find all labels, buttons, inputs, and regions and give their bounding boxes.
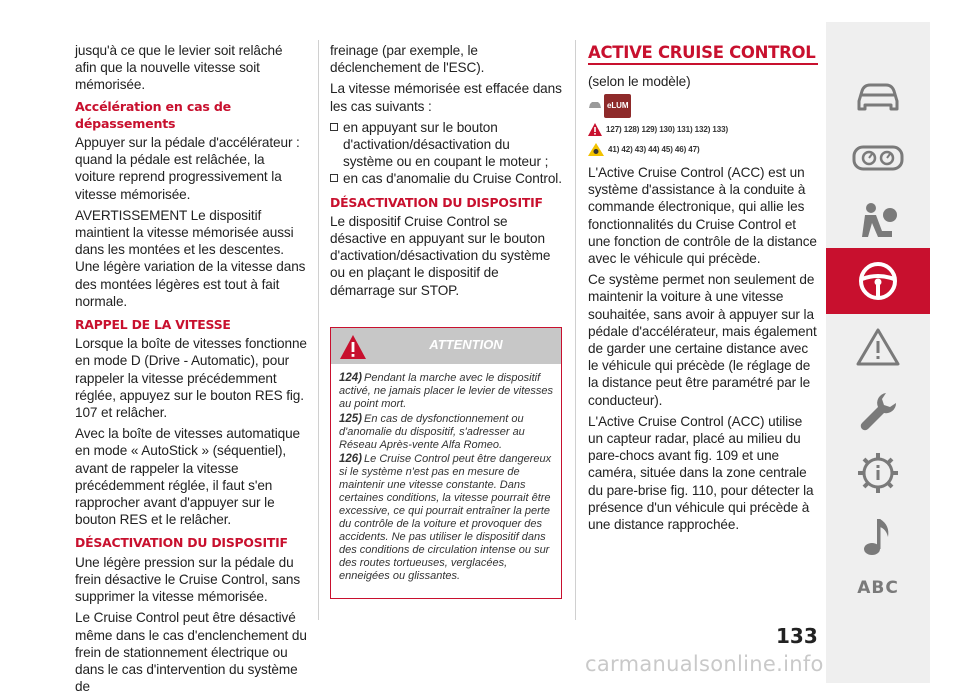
bullet-item: en cas d'anomalie du Cruise Control.: [330, 170, 562, 187]
paragraph: Appuyer sur la pédale d'accélérateur : quand la pédale est relâchée, la voiture reprend progressivement la vitesse mémorisée.: [75, 135, 300, 202]
airbag-passenger-icon: [856, 201, 900, 241]
steering-wheel-icon: [857, 260, 899, 302]
warning-triangle-icon: [855, 327, 901, 367]
paragraph: Lorsque la boîte de vitesses fonctionne en mode D (Drive - Automatic), pour rappeler la vitesse précédemment réglée, appuyez sur le bouton RES fig. 107 et relâcher.: [75, 336, 307, 421]
heading-rappel-vitesse: RAPPEL DE LA VITESSE: [75, 317, 231, 333]
section-title: ACTIVE CRUISE CONTROL: [588, 43, 816, 62]
heading-desactivation: DÉSACTIVATION DU DISPOSITIF: [330, 194, 543, 210]
sidebar-item-warnings[interactable]: [826, 316, 930, 378]
title-underline: [588, 63, 818, 65]
paragraph: L'Active Cruise Control (ACC) utilise un capteur radar, placé au milieu du pare-chocs avant fig. 109 et une caméra, située dans la zone centrale du pare-brise fig. 110, pour détecter la présence d'un véhicule qui précède à une distance rapprochée.: [588, 413, 814, 533]
paragraph: freinage (par exemple, le déclenchement de l'ESC).: [330, 43, 485, 76]
paragraph: L'Active Cruise Control (ACC) est un système d'assistance à la conduite à commande électronique, qui allie les fonctionnalités du Cruise Control et une fonction de contrôle de la distance avec le véhicule qui précède.: [588, 165, 817, 267]
subtitle: (selon le modèle): [588, 74, 691, 90]
checkbox-bullet-icon: [330, 123, 338, 131]
index-abc-label: ABC: [857, 578, 899, 598]
sidebar-item-dashboard[interactable]: [826, 128, 930, 188]
chapter-sidebar: [826, 22, 930, 683]
checkbox-bullet-icon: [330, 174, 338, 182]
column-2: [330, 42, 562, 303]
warning-body: [331, 364, 561, 583]
column-1: [75, 42, 307, 699]
note-hand-icon: [588, 143, 604, 156]
warning-title: ATTENTION: [429, 337, 503, 352]
watermark: carmanualsonline.info: [585, 652, 824, 676]
sidebar-item-emergency[interactable]: [826, 380, 930, 442]
paragraph: Le Cruise Control peut être désactivé même dans le cas d'enclenchement du frein de stationnement électrique ou dans le cas d'intervention du système de: [75, 610, 307, 695]
wrench-icon: [856, 389, 900, 433]
page-number: 133: [776, 624, 818, 648]
sidebar-item-driving[interactable]: [826, 248, 930, 314]
paragraph: La vitesse mémorisée est effacée dans les cas suivants :: [330, 81, 562, 114]
paragraph: AVERTISSEMENT Le dispositif maintient la vitesse mémorisée aussi dans les montées et les descentes. Une légère variation de la vitesse dans des montées légères est tout à fait normale.: [75, 207, 306, 309]
warning-item: 126) Le Cruise Control peut être dangereux si le système n'est pas en mesure de maintenir une vitesse constante. Dans certaines conditions, la vitesse pourrait être excessive, ce qui pourrait entraîner la perte du contrôle de la voiture et provoquer des accidents. Ne pas utiliser le dispositif dans des conditions de circulation intense ou sur des routes tortueuses, verglacées, enneigées ou glissantes.: [339, 453, 552, 582]
sidebar-item-index[interactable]: [826, 570, 930, 606]
warning-refs-row: 127) 128) 129) 130) 131) 132) 133): [588, 121, 818, 138]
paragraph: Le dispositif Cruise Control se désactive en appuyant sur le bouton d'activation/désactivation du système ou en plaçant le dispositif de démarrage sur STOP.: [330, 213, 551, 298]
gear-info-icon: [856, 451, 900, 495]
warning-item: 124) Pendant la marche avec le dispositif activé, ne jamais placer le levier de vitesses au point mort.: [339, 372, 553, 410]
elum-badge: eLUM: [604, 94, 631, 117]
sidebar-item-safety[interactable]: [826, 190, 930, 252]
column-3: [588, 30, 818, 537]
car-icon: [588, 101, 602, 111]
column-divider: [318, 40, 319, 620]
warning-triangle-icon: [588, 123, 602, 136]
subheading-acceleration: Accélération en cas de dépassements: [75, 98, 232, 131]
sidebar-item-multimedia[interactable]: [826, 506, 930, 568]
bullet-item: en appuyant sur le bouton d'activation/désactivation du système ou en coupant le moteur ;: [330, 119, 562, 171]
car-icon: [855, 79, 901, 113]
heading-desactivation: DÉSACTIVATION DU DISPOSITIF: [75, 535, 288, 551]
note-refs-row: 41) 42) 43) 44) 45) 46) 47): [588, 141, 818, 158]
sidebar-item-vehicle[interactable]: [826, 66, 930, 126]
paragraph: jusqu'à ce que le levier soit relâché afin que la nouvelle vitesse soit mémorisée.: [75, 43, 283, 93]
warning-item: 125) En cas de dysfonctionnement ou d'anomalie du dispositif, s'adresser au Réseau Après-vente Alfa Romeo.: [339, 412, 525, 451]
dashboard-gauge-icon: [852, 143, 904, 173]
paragraph: Une légère pression sur la pédale du frein désactive le Cruise Control, sans supprimer la vitesse mémorisée.: [75, 554, 301, 605]
sidebar-item-maintenance[interactable]: [826, 442, 930, 504]
model-badge-row: [588, 94, 818, 117]
paragraph: Ce système permet non seulement de maintenir la voiture à une vitesse souhaitée, sans avoir à appuyer sur la pédale d'accélérateur, mais également de garder une certaine distance avec le véhicule qui précède (le réglage de la distance peut être paramétré par le conducteur).: [588, 272, 817, 408]
paragraph: Avec la boîte de vitesses automatique en mode « AutoStick » (séquentiel), avant de rappeler la vitesse précédemment réglée, il faut s'en rapprocher avant d'appuyer sur le bouton RES et le relâcher.: [75, 426, 301, 528]
column-divider: [575, 40, 576, 620]
warning-header: [331, 328, 561, 364]
warning-box: [330, 327, 562, 599]
music-note-icon: [860, 515, 896, 559]
